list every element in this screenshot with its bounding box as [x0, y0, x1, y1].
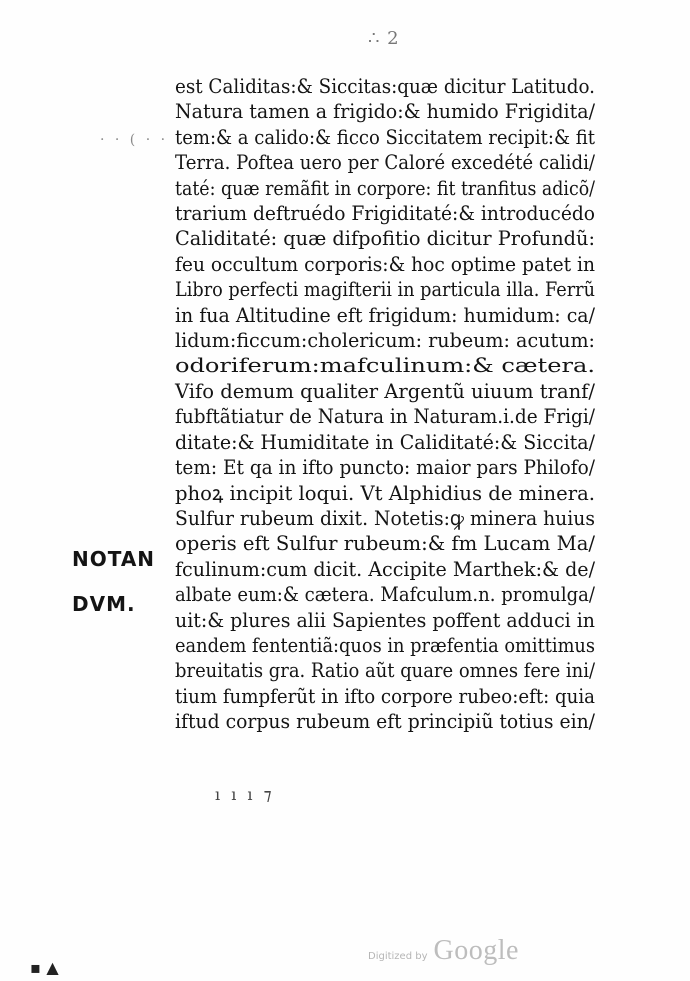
text-line: phoꝝ incipit loqui. Vt Alphidius de minera.	[175, 480, 595, 505]
corner-ink-mark: ▪ ▲	[30, 958, 59, 977]
text-line: taté: quæ remãfit in corpore: fit tranfitus adicõ/	[175, 175, 595, 200]
margin-note-line: DVM.	[72, 592, 136, 616]
text-line: in fua Altitudine eft frigidum: humidum: ca/	[175, 302, 595, 327]
text-line: operis eft Sulfur rubeum:& fm Lucam Ma/	[175, 531, 595, 556]
text-line: Vifo demum qualiter Argentũ uiuum tranf/	[175, 378, 595, 403]
text-line: trarium deftruédo Frigiditaté:& introducédo	[175, 201, 595, 226]
text-line: tem:& a calido:& ficco Siccitatem recipit:& fit	[175, 124, 595, 149]
digitized-by-label: Digitized by	[368, 951, 428, 962]
google-logo: Google	[433, 935, 519, 966]
digitized-by-google-watermark	[368, 935, 519, 967]
text-line: Sulfur rubeum dixit. Notetis:ꝙ minera huius	[175, 505, 595, 530]
side-ink-mark: · · ( · ·	[100, 132, 169, 148]
text-line: iftud corpus rubeum eft principiũ totius ein/	[175, 709, 595, 734]
foot-ink-mark: ı ı ı ⁊	[215, 785, 275, 804]
text-line: ditate:& Humiditate in Caliditaté:& Siccita/	[175, 429, 595, 454]
margin-note-line: NOTAN	[72, 547, 156, 571]
text-line: fculinum:cum dicit. Accipite Marthek:& de/	[175, 556, 595, 581]
text-line: Caliditaté: quæ difpofitio dicitur Profundũ:	[175, 226, 595, 251]
top-ink-mark: ∴ 2	[368, 28, 400, 49]
text-line: Natura tamen a frigido:& humido Frigidita/	[175, 99, 595, 124]
text-line: est Caliditas:& Siccitas:quæ dicitur Latitudo.	[175, 74, 595, 98]
text-line: Libro perfecti magifterii in particula illa. Ferrũ	[175, 277, 595, 302]
text-line: odoriferum:mafculinum:& cætera.	[175, 353, 595, 378]
text-line: eandem fententiã:quos in præfentia omittimus	[175, 632, 595, 657]
text-line: breuitatis gra. Ratio aũt quare omnes fere ini/	[175, 658, 595, 683]
text-line: Terra. Poftea uero per Caloré excedété calidi/	[175, 150, 595, 175]
text-line: tem: Et qa in ifto puncto: maior pars Philofo/	[175, 455, 595, 480]
text-line: lidum:ficcum:cholericum: rubeum: acutum:	[175, 328, 595, 353]
text-line: feu occultum corporis:& hoc optime patet in	[175, 251, 595, 276]
body-text	[175, 74, 595, 735]
margin-note	[72, 537, 155, 627]
text-line: tium fumpferũt in ifto corpore rubeo:eft: quia	[175, 683, 595, 708]
text-line: albate eum:& cætera. Mafculum.n. promulga/	[175, 582, 595, 607]
text-line: fubftãtiatur de Natura in Naturam.i.de Frigi/	[175, 404, 595, 429]
text-line: uit:& plures alii Sapientes poffent adduci in	[175, 607, 595, 632]
